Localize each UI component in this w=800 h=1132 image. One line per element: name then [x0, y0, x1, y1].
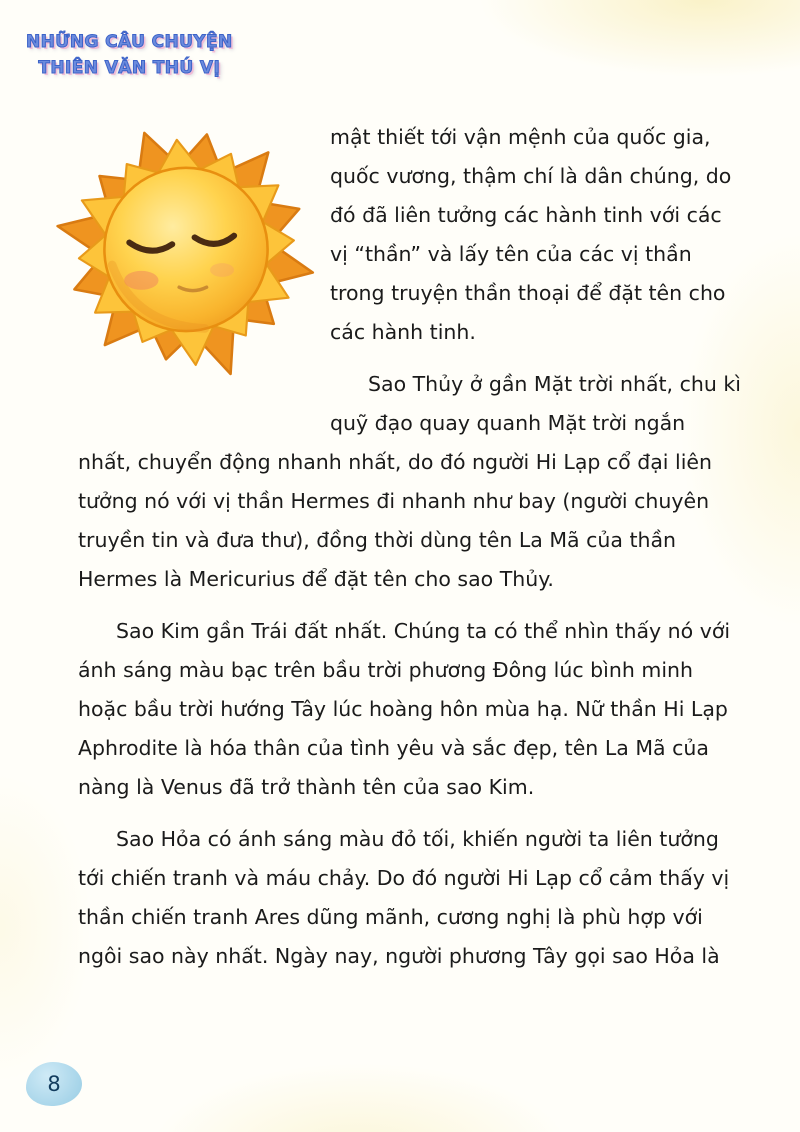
book-series-title-line2: THIÊN VĂN THÚ VỊ — [38, 57, 221, 78]
paragraph-4: Sao Hỏa có ánh sáng màu đỏ tối, khiến người ta liên tưởng tới chiến tranh và máu chảy. Do đó người Hi Lạp cổ cảm thấy vị thần chiến tranh Ares dũng mãnh, cương nghị là phù hợp với ngôi sao này nhất. Ngày nay, người phương Tây gọi sao Hỏa là — [78, 827, 730, 968]
page-number: 8 — [47, 1072, 61, 1096]
book-series-title-line1: NHỮNG CÂU CHUYỆN — [26, 32, 233, 52]
page-number-badge — [26, 1062, 82, 1106]
paragraph-1: mật thiết tới vận mệnh của quốc gia, quốc vương, thậm chí là dân chúng, do đó đã liên tưởng các hành tinh với các vị “thần” và lấy tên của các vị thần trong truyện thần thoại để đặt tên cho các hành tinh. — [330, 125, 732, 344]
paragraph-2: Sao Thủy ở gần Mặt trời nhất, chu kì quỹ đạo quay quanh Mặt trời ngắn nhất, chuyển động nhanh nhất, do đó người Hi Lạp cổ đại liên tưởng nó với vị thần Hermes đi nhanh như bay (người chuyên truyền tin và đưa thư), đồng thời dùng tên La Mã của thần Hermes là Mericurius để đặt tên cho sao Thủy. — [78, 372, 741, 591]
sleeping-sun-illustration — [52, 112, 320, 404]
paragraph-3: Sao Kim gần Trái đất nhất. Chúng ta có thể nhìn thấy nó với ánh sáng màu bạc trên bầu trời phương Đông lúc bình minh hoặc bầu trời hướng Tây lúc hoàng hôn mùa hạ. Nữ thần Hi Lạp Aphrodite là hóa thân của tình yêu và sắc đẹp, tên La Mã của nàng là Venus đã trở thành tên của sao Kim. — [78, 619, 731, 799]
sun-icon — [52, 112, 320, 383]
